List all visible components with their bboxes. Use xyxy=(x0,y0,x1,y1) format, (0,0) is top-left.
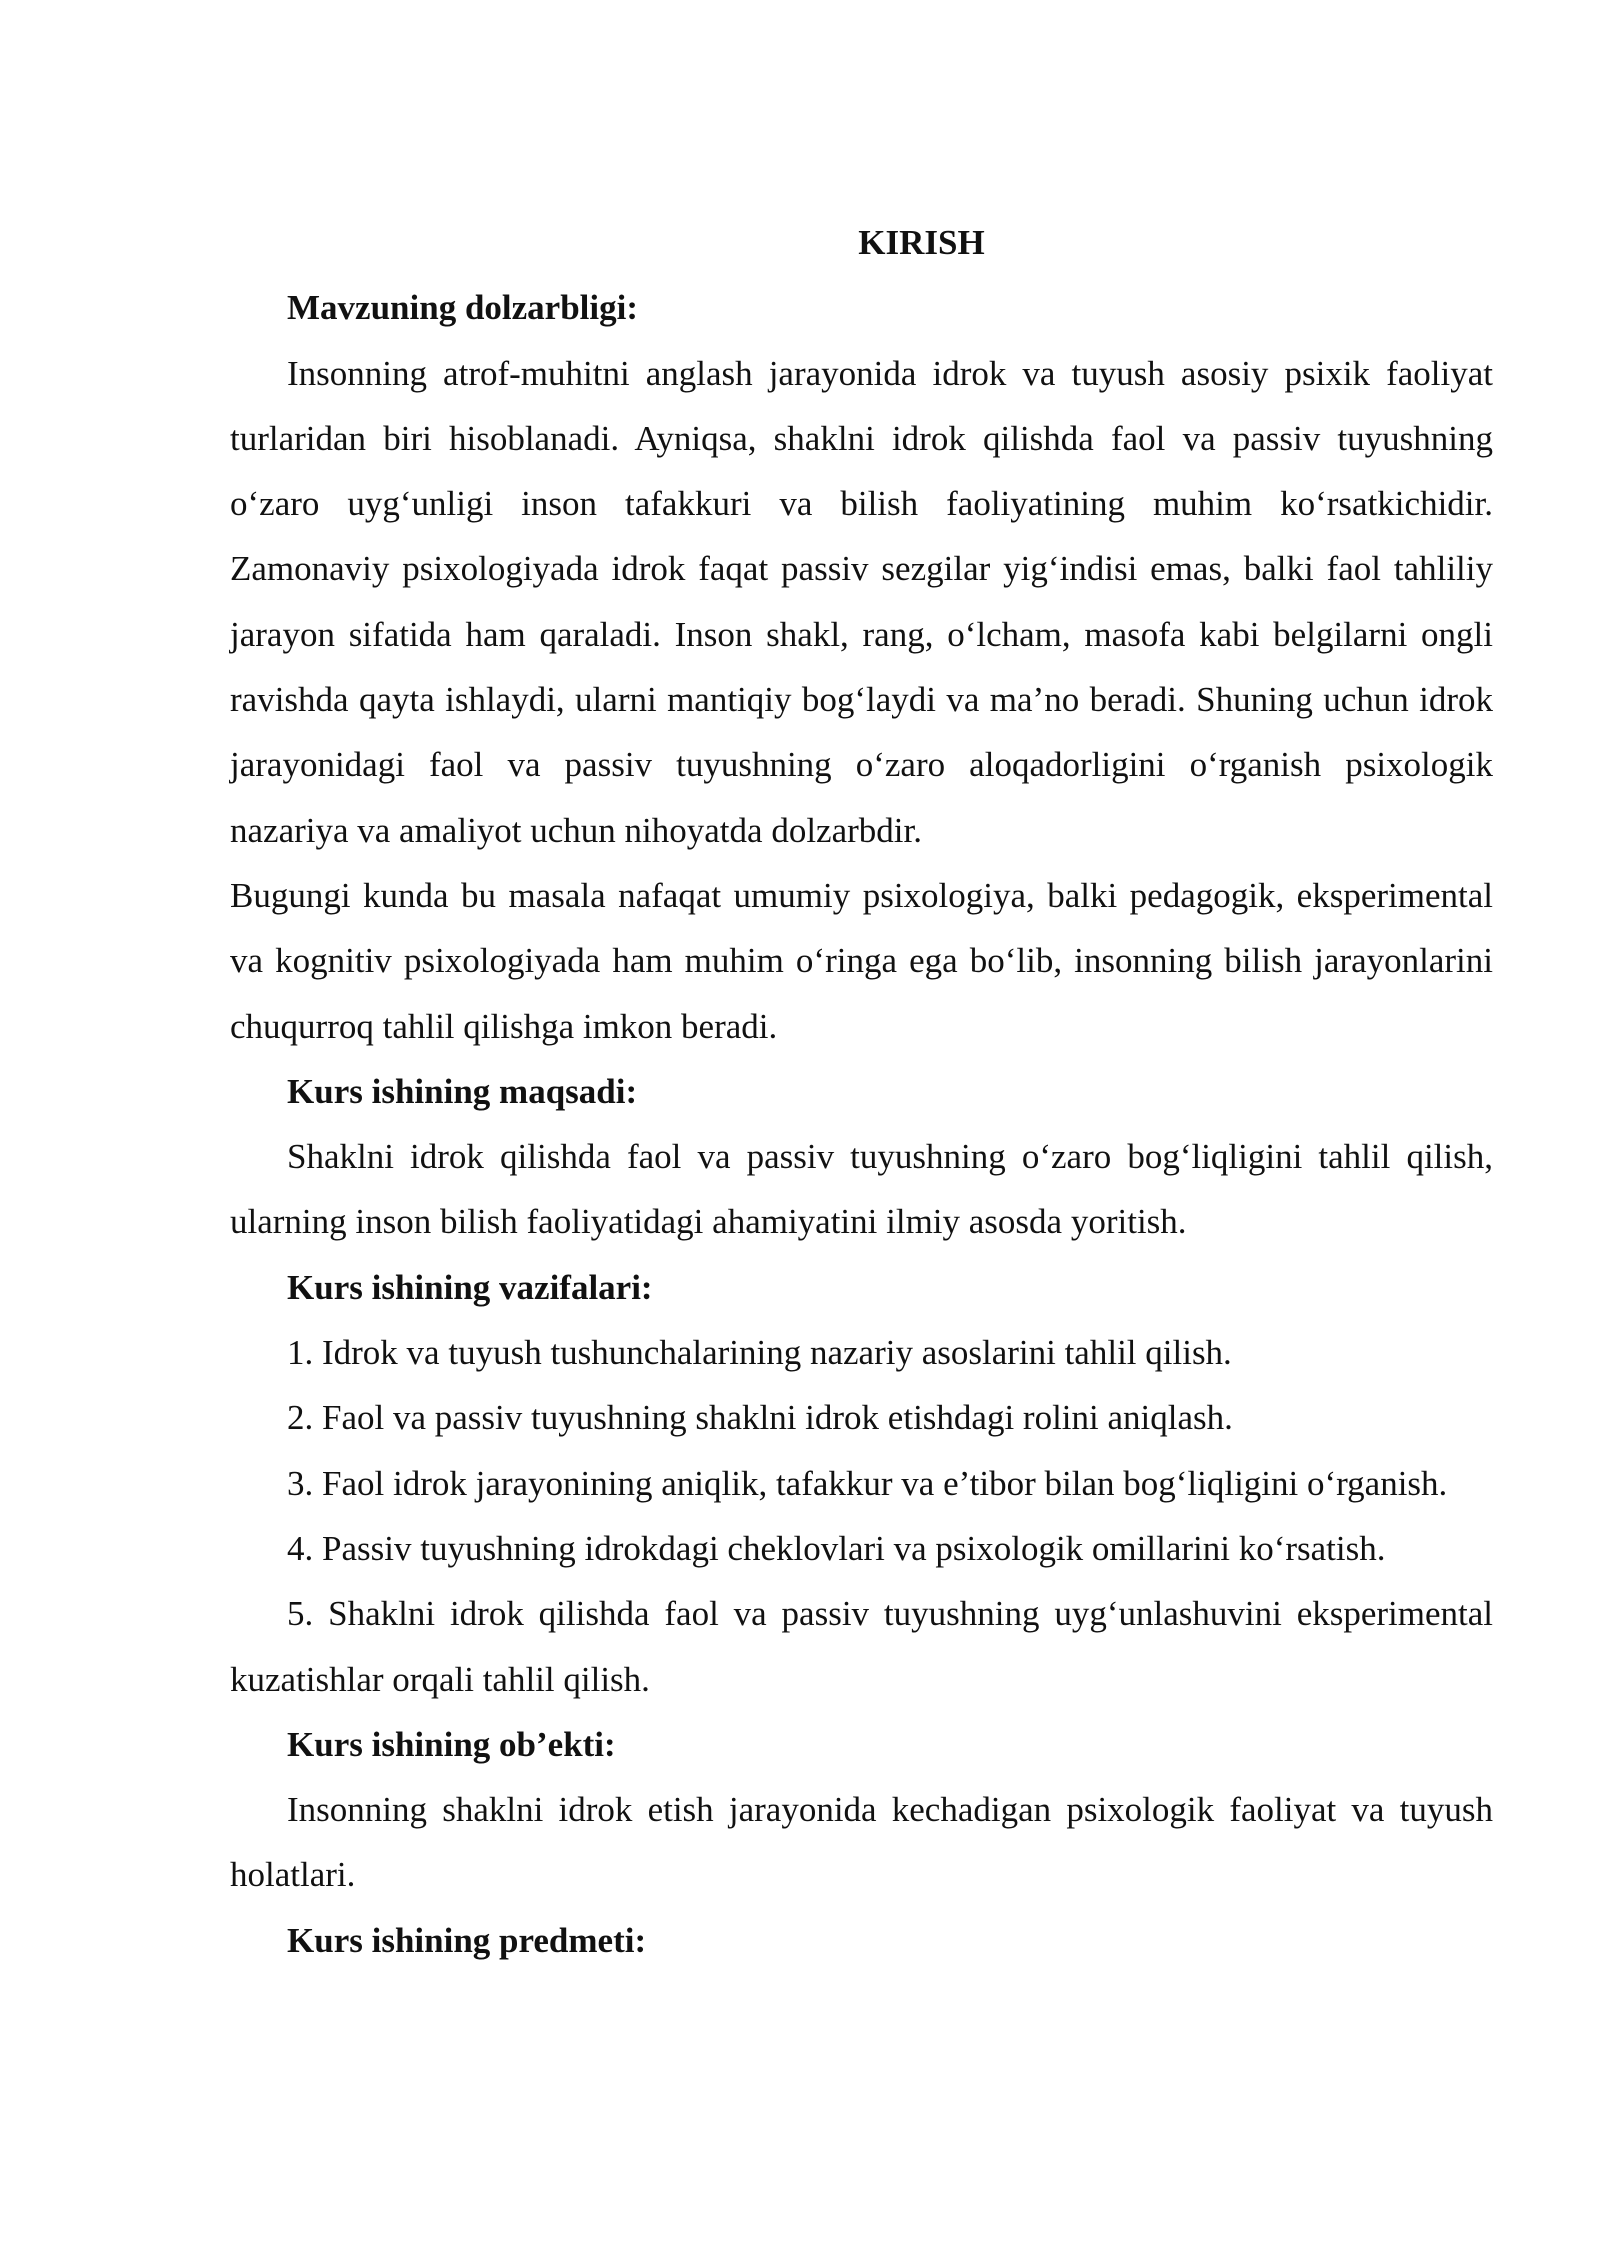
task-text: Faol idrok jarayonining aniqlik, tafakkur va e’tibor bilan bog‘liqligini o‘rganish. xyxy=(322,1463,1448,1503)
goal-heading: Kurs ishining maqsadi: xyxy=(287,1071,638,1111)
goal-paragraph: Shaklni idrok qilishda faol va passiv tuyushning o‘zaro bog‘liqligini tahlil qilish, ularning inson bilish faoliyatidagi ahamiyatini ilmiy asosda yoritish. xyxy=(230,1137,1493,1242)
object-heading: Kurs ishining ob’ekti: xyxy=(287,1724,616,1764)
task-text: Passiv tuyushning idrokdagi cheklovlari va psixologik omillarini ko‘rsatish. xyxy=(322,1528,1386,1568)
task-number: 4. xyxy=(287,1528,314,1568)
task-item-1 xyxy=(230,1320,1493,1385)
task-text: Idrok va tuyush tushunchalarining nazariy asoslarini tahlil qilish. xyxy=(322,1333,1232,1373)
task-number: 5. xyxy=(287,1594,314,1634)
task-text: Shaklni idrok qilishda faol va passiv tuyushning uyg‘unlashuvini eksperimental kuzatishlar orqali tahlil qilish. xyxy=(230,1594,1494,1699)
task-item-5 xyxy=(230,1581,1493,1712)
task-item-4 xyxy=(230,1516,1493,1581)
task-number: 1. xyxy=(287,1333,314,1373)
task-item-3 xyxy=(230,1451,1493,1516)
task-number: 2. xyxy=(287,1398,314,1438)
relevance-paragraph-2: Bugungi kunda bu masala nafaqat umumiy psixologiya, balki pedagogik, eksperimental va kognitiv psixologiyada ham muhim o‘ringa ega bo‘lib, insonning bilish jarayonlarini chuqurroq tahlil qilishga imkon beradi. xyxy=(230,875,1493,1046)
relevance-heading: Mavzuning dolzarbligi: xyxy=(287,288,638,328)
task-text: Faol va passiv tuyushning shaklni idrok etishdagi rolini aniqlash. xyxy=(322,1398,1233,1438)
page-title: KIRISH xyxy=(858,223,985,262)
subject-heading: Kurs ishining predmeti: xyxy=(287,1920,647,1960)
object-paragraph: Insonning shaklni idrok etish jarayonida kechadigan psixologik faoliyat va tuyush holatlari. xyxy=(230,1790,1493,1895)
document-body xyxy=(230,210,1493,1973)
tasks-heading: Kurs ishining vazifalari: xyxy=(287,1267,653,1307)
task-item-2 xyxy=(230,1385,1493,1450)
relevance-paragraph-1: Insonning atrof-muhitni anglash jarayonida idrok va tuyush asosiy psixik faoliyat turlaridan biri hisoblanadi. Ayniqsa, shaklni idrok qilishda faol va passiv tuyushning o‘zaro uyg‘unligi inson tafakkuri va bilish faoliyatining muhim ko‘rsatkichidir. Zamonaviy psixologiyada idrok faqat passiv sezgilar yig‘indisi emas, balki faol tahliliy jarayon sifatida ham qaraladi. Inson shakl, rang, o‘lcham, masofa kabi belgilarni ongli ravishda qayta ishlaydi, ularni mantiqiy bog‘laydi va ma’no beradi. Shuning uchun idrok jarayonidagi faol va passiv tuyushning o‘zaro aloqadorligini o‘rganish psixologik nazariya va amaliyot uchun nihoyatda dolzarbdir. xyxy=(230,353,1493,850)
task-number: 3. xyxy=(287,1463,314,1503)
